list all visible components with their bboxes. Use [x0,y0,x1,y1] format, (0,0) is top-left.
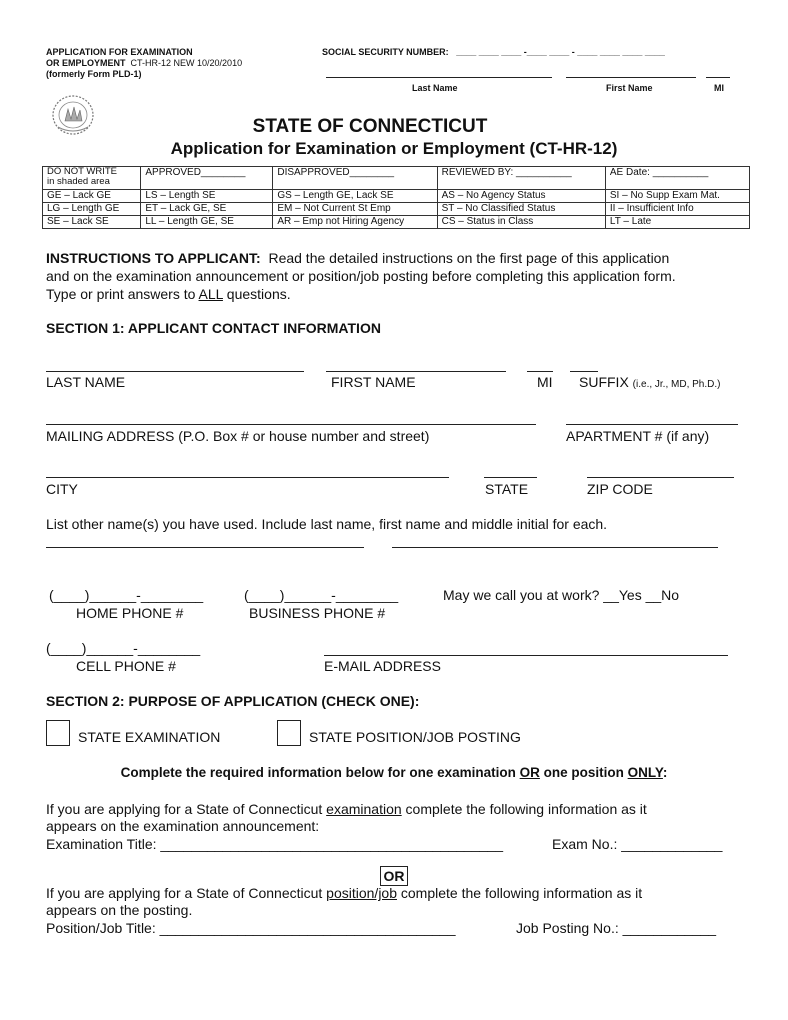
city-input[interactable] [46,477,449,478]
last-name-input[interactable] [46,371,304,372]
codes-table-cell: CS – Status in Class [437,216,605,229]
codes-table-row [43,203,750,216]
codes-table-cell: LL – Length GE, SE [141,216,273,229]
exam-title-input[interactable]: Examination Title: ____________________________________________ [46,836,503,852]
first-name-line[interactable] [566,77,696,78]
zip-input[interactable] [587,477,734,478]
city-label: CITY [46,481,78,497]
codes-table-cell: SE – Lack SE [43,216,141,229]
exam-instructions: If you are applying for a State of Connecticut examination complete the following information as it appears on the examination announcement: [46,801,647,834]
state-position-label: STATE POSITION/JOB POSTING [309,729,521,745]
state-position-checkbox[interactable] [277,720,301,746]
apartment-input[interactable] [566,424,738,425]
codes-table-cell: DO NOT WRITE in shaded area [43,167,141,190]
mi-line[interactable] [706,77,730,78]
first-name-caption: First Name [606,83,653,93]
position-title-input[interactable]: Position/Job Title: ______________________________________ [46,920,456,936]
codes-table-cell: LT – Late [605,216,749,229]
call-at-work-question[interactable]: May we call you at work? __Yes __No [443,587,680,603]
first-name-input[interactable] [326,371,506,372]
codes-table-cell: REVIEWED BY: __________ [437,167,605,190]
section1-heading: SECTION 1: APPLICANT CONTACT INFORMATION [46,320,381,336]
email-input[interactable] [324,655,728,656]
codes-table-row [43,190,750,203]
ssn-field[interactable]: ____ ____ ____ -____ ____ - ____ ____ ____ ____ [456,47,665,57]
last-name-label: LAST NAME [46,374,126,390]
codes-table-cell: SI – No Supp Exam Mat. [605,190,749,203]
codes-table-cell: APPROVED________ [141,167,273,190]
instructions-block [46,249,676,303]
form-id-block [46,47,242,80]
codes-table-cell: GS – Length GE, Lack SE [273,190,437,203]
office-use-codes-table [42,166,750,229]
form-subtitle: Application for Examination or Employment (CT-HR-12) [170,139,618,158]
cell-phone-input[interactable]: (____)______-________ [46,640,201,656]
section2-heading: SECTION 2: PURPOSE OF APPLICATION (CHECK ONE): [46,693,420,709]
exam-number-input[interactable]: Exam No.: _____________ [552,836,723,852]
codes-table-cell: AE Date: __________ [605,167,749,190]
last-name-caption: Last Name [412,83,458,93]
business-phone-label: BUSINESS PHONE # [249,605,386,621]
mi-input[interactable] [527,371,553,372]
position-instructions: If you are applying for a State of Connecticut position/job complete the following information as it appears on the posting. [46,885,643,918]
form-title-line1: APPLICATION FOR EXAMINATION [46,47,193,57]
state-input[interactable] [484,477,537,478]
instructions-line3: Type or print answers to ALL questions. [46,286,291,302]
mailing-address-label: MAILING ADDRESS (P.O. Box # or house number and street) [46,428,430,444]
suffix-input[interactable] [570,371,598,372]
codes-table-cell: AS – No Agency Status [437,190,605,203]
mailing-address-input[interactable] [46,424,536,425]
codes-table-cell: LG – Length GE [43,203,141,216]
form-title-line2: OR EMPLOYMENT CT-HR-12 NEW 10/20/2010 [46,58,243,68]
email-label: E-MAIL ADDRESS [324,658,441,674]
job-posting-number-input[interactable]: Job Posting No.: ____________ [516,920,717,936]
home-phone-input[interactable]: (____)______-________ [49,587,204,603]
mi-label: MI [537,374,553,390]
state-examination-label: STATE EXAMINATION [78,729,221,745]
other-names-label: List other name(s) you have used. Include last name, first name and middle initial for each. [46,516,608,532]
codes-table-cell: II – Insufficient Info [605,203,749,216]
state-label: STATE [485,481,529,497]
apartment-label: APARTMENT # (if any) [566,428,710,444]
ssn-label: SOCIAL SECURITY NUMBER: ____ ____ ____ -____ ____ - ____ ____ ____ ____ [322,47,665,57]
instructions-line2: and on the examination announcement or position/job posting before completing this application form. [46,268,676,284]
form-former-number: (formerly Form PLD-1) [46,69,142,79]
home-phone-label: HOME PHONE # [76,605,184,621]
or-separator: OR [380,866,408,886]
codes-table-cell: ST – No Classified Status [437,203,605,216]
last-name-line[interactable] [326,77,552,78]
codes-table-cell: LS – Length SE [141,190,273,203]
codes-table-row [43,167,750,190]
codes-table-cell: GE – Lack GE [43,190,141,203]
codes-table-cell: DISAPPROVED________ [273,167,437,190]
suffix-label: SUFFIX (i.e., Jr., MD, Ph.D.) [579,374,721,390]
codes-table-cell: EM – Not Current St Emp [273,203,437,216]
codes-table-cell: AR – Emp not Hiring Agency [273,216,437,229]
codes-table-row [43,216,750,229]
other-name-input-2[interactable] [392,547,718,548]
zip-label: ZIP CODE [587,481,653,497]
state-examination-checkbox[interactable] [46,720,70,746]
instructions-line1: INSTRUCTIONS TO APPLICANT: Read the detailed instructions on the first page of this application [46,250,670,266]
codes-table-cell: ET – Lack GE, SE [141,203,273,216]
business-phone-input[interactable]: (____)______-________ [244,587,399,603]
mi-caption: MI [714,83,724,93]
first-name-label: FIRST NAME [331,374,416,390]
other-name-input-1[interactable] [46,547,364,548]
cell-phone-label: CELL PHONE # [76,658,176,674]
page-title: STATE OF CONNECTICUT [252,116,488,137]
complete-instruction: Complete the required information below for one examination OR one position ONLY: [120,765,668,780]
